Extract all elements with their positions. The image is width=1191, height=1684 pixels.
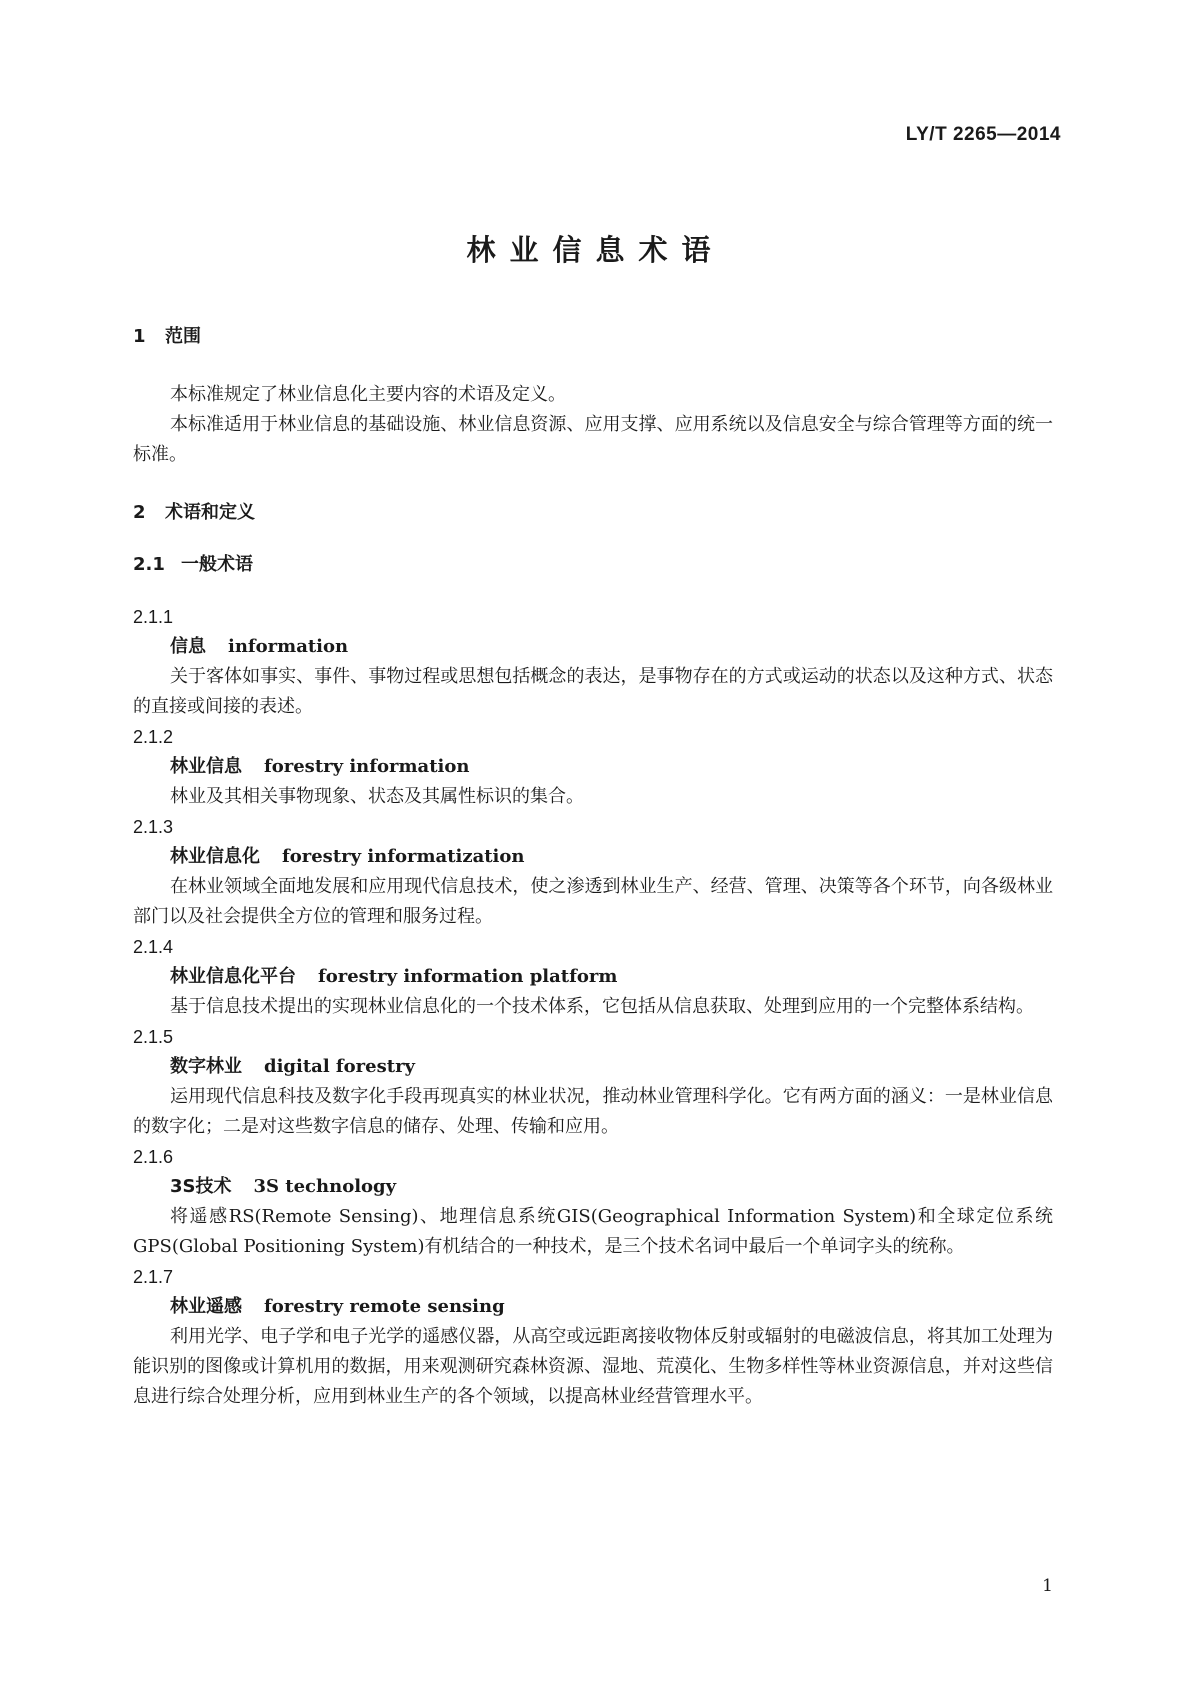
- scope-paragraph: 本标准规定了林业信息化主要内容的术语及定义。: [170, 384, 566, 405]
- term-english: 3S technology: [253, 1176, 397, 1197]
- term-name: [133, 1292, 1053, 1322]
- term-number: 2.1.1: [133, 607, 174, 627]
- term-english: forestry informatization: [282, 846, 525, 867]
- term-chinese: 信息: [170, 636, 206, 657]
- term-number: 2.1.6: [133, 1147, 174, 1167]
- term-chinese: 3S技术: [170, 1176, 232, 1197]
- subsection-heading-general-terms: [133, 550, 1053, 580]
- term-number: 2.1.4: [133, 937, 174, 957]
- term-definition: 基于信息技术提出的实现林业信息化的一个技术体系，它包括从信息获取、处理到应用的一个完整体系结构。: [170, 996, 1034, 1017]
- term-definition: 在林业领域全面地发展和应用现代信息技术，使之渗透到林业生产、经营、管理、决策等各个环节，向各级林业部门以及社会提供全方位的管理和服务过程。: [133, 876, 1053, 927]
- term-english: forestry information: [264, 756, 470, 777]
- term-english: forestry remote sensing: [264, 1296, 505, 1317]
- term-chinese: 林业遥感: [170, 1296, 242, 1317]
- term-name: [133, 1052, 1053, 1082]
- term-definition: 将遥感RS(Remote Sensing)、地理信息系统GIS(Geographical Information System)和全球定位系统GPS(Global Positioning System)有机结合的一种技术，是三个技术名词中最后一个单词字头的统称。: [133, 1206, 1053, 1257]
- term-definition: 利用光学、电子学和电子光学的遥感仪器，从高空或远距离接收物体反射或辐射的电磁波信息，将其加工处理为能识别的图像或计算机用的数据，用来观测研究森林资源、湿地、荒漠化、生物多样性等林业资源信息，并对这些信息进行综合处理分析，应用到林业生产的各个领域，以提高林业经营管理水平。: [133, 1326, 1053, 1407]
- section-heading-scope: [133, 322, 1053, 352]
- term-name: [133, 1172, 1053, 1202]
- term-chinese: 数字林业: [170, 1056, 242, 1077]
- term-definition: 运用现代信息科技及数字化手段再现真实的林业状况，推动林业管理科学化。它有两方面的涵义：一是林业信息的数字化；二是对这些数字信息的储存、处理、传输和应用。: [133, 1086, 1053, 1137]
- term-number: 2.1.7: [133, 1267, 174, 1287]
- term-number: 2.1.5: [133, 1027, 174, 1047]
- term-english: forestry information platform: [318, 966, 618, 987]
- subsection-title: 一般术语: [181, 554, 253, 575]
- subsection-number: 2.1: [133, 554, 165, 575]
- document-title: 林业信息术语: [466, 233, 725, 267]
- term-name: [133, 752, 1053, 782]
- standard-number: LY/T 2265—2014: [905, 124, 1061, 145]
- term-name: [133, 632, 1053, 662]
- section-number: 1: [133, 326, 146, 347]
- term-number: 2.1.3: [133, 817, 174, 837]
- section-heading-terms: [133, 498, 1053, 528]
- term-name: [133, 842, 1053, 872]
- term-name: [133, 962, 1053, 992]
- term-chinese: 林业信息: [170, 756, 242, 777]
- section-number: 2: [133, 502, 146, 523]
- term-definition: 关于客体如事实、事件、事物过程或思想包括概念的表达，是事物存在的方式或运动的状态以及这种方式、状态的直接或间接的表述。: [133, 666, 1053, 717]
- scope-paragraph: 本标准适用于林业信息的基础设施、林业信息资源、应用支撑、应用系统以及信息安全与综合管理等方面的统一标准。: [133, 414, 1053, 465]
- page-number: 1: [1042, 1576, 1053, 1596]
- term-number: 2.1.2: [133, 727, 174, 747]
- section-title: 范围: [165, 326, 201, 347]
- term-english: information: [228, 636, 349, 657]
- term-english: digital forestry: [264, 1056, 416, 1077]
- term-chinese: 林业信息化: [170, 846, 260, 867]
- section-title: 术语和定义: [165, 502, 255, 523]
- document-body: [133, 322, 1053, 1412]
- term-chinese: 林业信息化平台: [170, 966, 296, 987]
- term-definition: 林业及其相关事物现象、状态及其属性标识的集合。: [170, 786, 584, 807]
